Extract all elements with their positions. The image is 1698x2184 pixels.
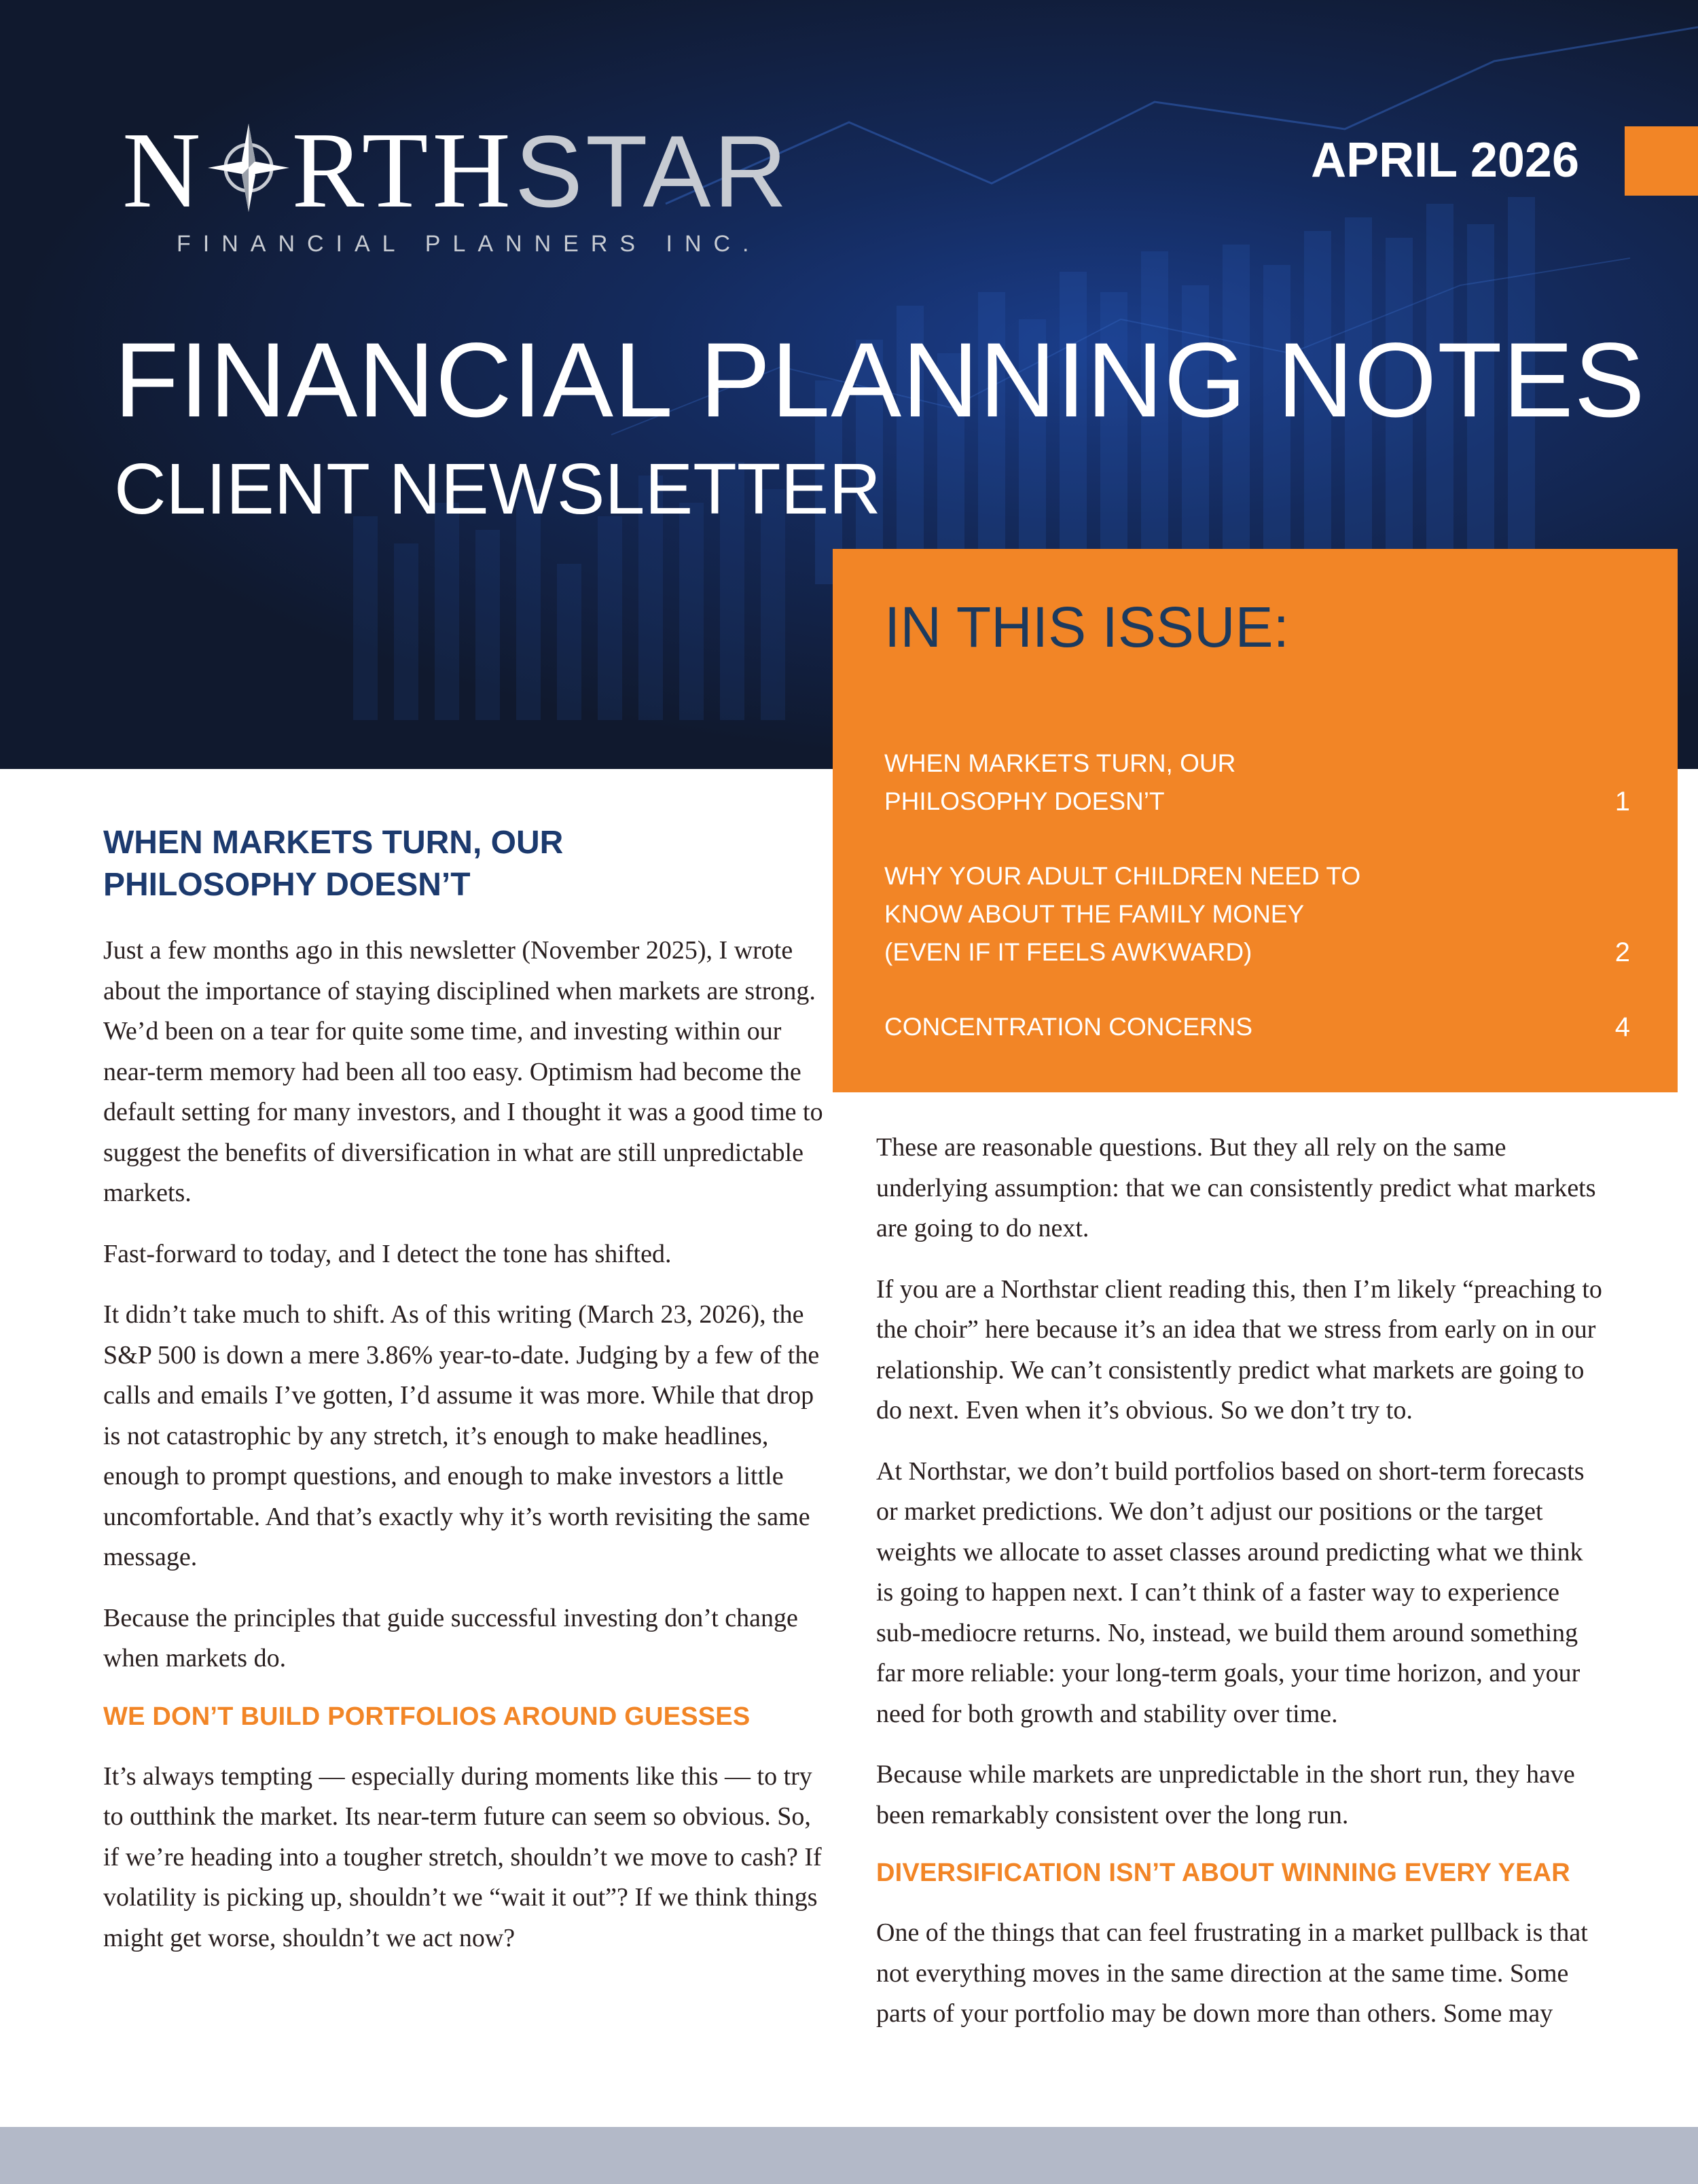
article-paragraph: Because the principles that guide successful investing don’t change when markets do. [103, 1603, 798, 1672]
article-left-column [103, 822, 823, 1979]
date-accent-tab [1625, 126, 1698, 196]
compass-star-icon [208, 121, 289, 209]
newsletter-title: FINANCIAL PLANNING NOTES [114, 321, 1646, 440]
table-of-contents [833, 549, 1678, 1092]
article-paragraph: It’s always tempting — especially during moments like this — to try to outthink the market. Its near-term future can seem so obvious. So, if we’re heading into a tougher stretch, shouldn’t we move to cash? If volatility is picking up, shouldn’t we “wait it out”? If we think things might get worse, shouldn’t we act now? [103, 1761, 822, 1952]
article-right-column [876, 1128, 1606, 2055]
toc-item-title: WHEN MARKETS TURN, OUR PHILOSOPHY DOESN’T [884, 749, 1236, 815]
article-paragraph: At Northstar, we don’t build portfolios based on short-term forecasts or market predictions. We don’t adjust our positions or the target weights we allocate to asset classes around predicting what we think is going to happen next. I can’t think of a faster way to experience sub-mediocre returns. No, instead, we build them around something far more reliable: your long-term goals, your time horizon, and your need for both growth and stability over time. [876, 1456, 1585, 1728]
logo-name-part1: N [122, 109, 205, 230]
article-paragraph: These are reasonable questions. But they all rely on the same underlying assumption: that we can consistently predict what markets are going to do next. [876, 1133, 1596, 1242]
logo-name-part3: STAR [514, 114, 790, 228]
toc-item[interactable] [884, 857, 1630, 971]
article-paragraph: Because while markets are unpredictable in the short run, they have been remarkably consistent over the long run. [876, 1760, 1575, 1829]
article-paragraph: One of the things that can feel frustrating in a market pullback is that not everything moves in the same direction at the same time. Some parts of your portfolio may be down more than others. Some may [876, 1918, 1588, 2028]
article-paragraph: It didn’t take much to shift. As of this writing (March 23, 2026), the S&P 500 is down a mere 3.86% year-to-date. Judging by a few of the calls and emails I’ve gotten, I’d assume it was more. While that drop is not catastrophic by any stretch, it’s enough to make headlines, enough to prompt questions, and enough to make investors a little uncomfortable. And that’s exactly why it’s worth revisiting the same message. [103, 1300, 820, 1571]
footer-bar [0, 2127, 1698, 2184]
toc-item-page: 1 [1614, 787, 1630, 817]
section-subheading: WE DON’T BUILD PORTFOLIOS AROUND GUESSES [103, 1702, 751, 1731]
article-paragraph: Just a few months ago in this newsletter (November 2025), I wrote about the importance of staying disciplined when markets are strong. We’d been on a tear for quite some time, and investing within our near-term memory had been all too easy. Optimism had become the default setting for many investors, and I thought it was a good time to suggest the benefits of diversification in what are still unpredictable markets. [103, 936, 823, 1207]
article-title: WHEN MARKETS TURN, OUR PHILOSOPHY DOESN’T [103, 825, 564, 903]
logo-subtitle: FINANCIAL PLANNERS INC. [177, 231, 761, 257]
article-paragraph: Fast-forward to today, and I detect the tone has shifted. [103, 1239, 672, 1268]
toc-item-title: CONCENTRATION CONCERNS [884, 1013, 1252, 1041]
toc-item[interactable] [884, 745, 1630, 821]
toc-item-title: WHY YOUR ADULT CHILDREN NEED TO KNOW ABOUT THE FAMILY MONEY (EVEN IF IT FEELS AWKWARD) [884, 862, 1361, 966]
toc-item-page: 4 [1614, 1012, 1630, 1042]
toc-item-page: 2 [1614, 937, 1630, 967]
northstar-logo [122, 109, 790, 257]
toc-heading: IN THIS ISSUE: [884, 595, 1289, 659]
section-subheading: DIVERSIFICATION ISN’T ABOUT WINNING EVERY YEAR [876, 1859, 1570, 1887]
newsletter-subtitle: CLIENT NEWSLETTER [114, 449, 881, 529]
logo-name-part2: RTH [291, 109, 515, 230]
article-paragraph: If you are a Northstar client reading this, then I’m likely “preaching to the choir” here because it’s an idea that we stress from early on in our relationship. We can’t consistently predict what markets are going to do next. Even when it’s obvious. So we don’t try to. [876, 1274, 1602, 1425]
toc-item[interactable] [884, 1008, 1630, 1046]
issue-date: APRIL 2026 [1311, 133, 1579, 187]
